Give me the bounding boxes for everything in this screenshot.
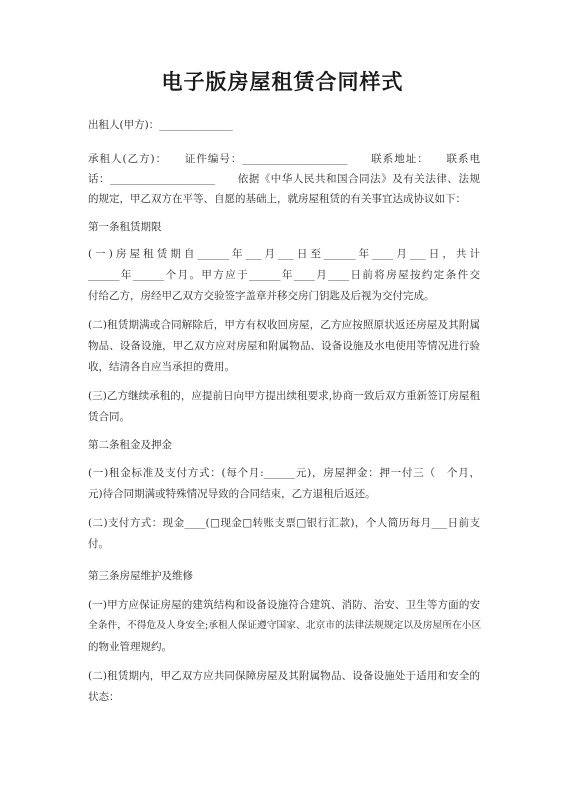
section-heading-maintenance: 第三条房屋维护及维修 (88, 570, 193, 582)
maintenance-clause-1-line-1: (一)甲方应保证房屋的建筑结构和设备设施符合建筑、消防、治安、卫生等方面的安 (88, 599, 480, 611)
rent-clause-2-line-2: 付。 (88, 538, 109, 550)
section-heading-rent: 第二条租金及押金 (88, 439, 172, 451)
rent-clause-1-line-1: (一)租金标准及支付方式：(每个月:______元)，房屋押金：押一付三（ 个月， (88, 467, 480, 479)
term-clause-3-line-1: (三)乙方继续承租的，应提前日向甲方提出续租要求,协商一致后双方重新签订房屋租 (88, 390, 480, 402)
lessee-line-3: 的规定，甲乙双方在平等、自愿的基础上，就房屋租赁的有关事宜达成协议如下： (88, 193, 466, 205)
maintenance-clause-2-line-2: 状态： (88, 691, 120, 703)
lessee-line-2: 话：____________________ 依据《中华人民共和国合同法》及有关法律、法规 (88, 173, 480, 185)
section-heading-term: 第一条租赁期限 (88, 221, 162, 233)
lessee-line: 承租人(乙方)： 证件编号：____________________ 联系地址： 联系电 (88, 153, 480, 165)
lessor-line: 出租人(甲方)：______________ (88, 119, 233, 131)
rent-clause-2-line-1: (二)支付方式：现金____(□现金□转账支票□银行汇款)，个人简历每月___日前支 (88, 517, 480, 529)
term-clause-1-line-1: (一)房屋租赁期自______年___月___日至______年____月___日，共计 (88, 248, 480, 260)
maintenance-clause-1-line-2: 全条件，不得危及人身安全;承租人保证遵守国家、北京市的法律法规规定以及房屋所在小区 (88, 620, 482, 631)
maintenance-clause-1-line-3: 的物业管理规约。 (88, 641, 172, 653)
term-clause-2-line-1: (二)租赁期满或合同解除后，甲方有权收回房屋，乙方应按照原状返还房屋及其附属 (88, 319, 480, 331)
term-clause-2-line-3: 收，结清各自应当承担的费用。 (88, 361, 235, 373)
rent-clause-1-line-2: 元)待合同期满或特殊情况导致的合同结束，乙方退租后返还。 (88, 488, 376, 500)
document-title: 电子版房屋租赁合同样式 (161, 69, 404, 94)
maintenance-clause-2-line-1: (二)租赁期内，甲乙双方应共同保障房屋及其附属物品、设备设施处于适用和安全的 (88, 670, 480, 682)
term-clause-1-line-3: 付给乙方，房经甲乙双方交验签字盖章并移交房门钥匙及后视为交付完成。 (88, 290, 435, 302)
term-clause-3-line-2: 赁合同。 (88, 411, 130, 423)
term-clause-2-line-2: 物品、设备设施，甲乙双方应对房屋和附属物品、设备设施及水电使用等情况进行验 (88, 340, 480, 352)
term-clause-1-line-2: ______年______个月。甲方应于______年____月____日前将房屋按约定条件交 (88, 269, 480, 281)
